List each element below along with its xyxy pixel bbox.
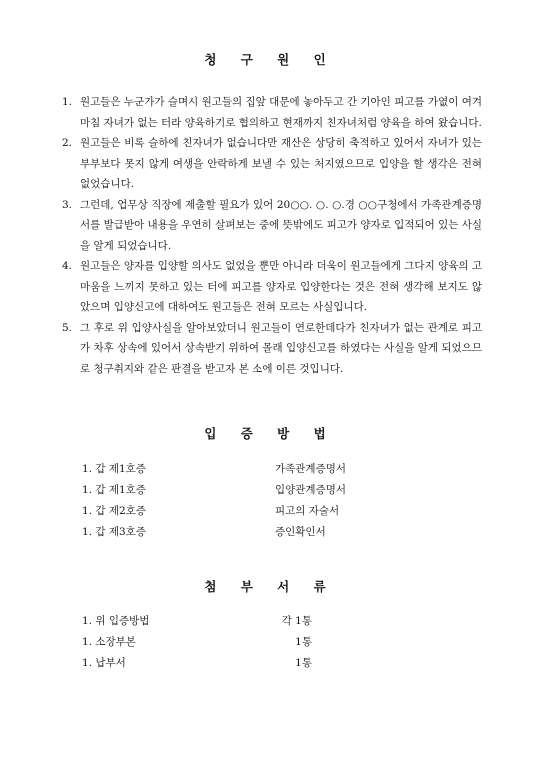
claim-number: 5. [62,321,73,334]
claim-item [62,256,482,318]
attachment-label: 1. 소장부본 [82,636,136,648]
claim-item [62,195,482,257]
claim-number: 3. [62,198,73,211]
attachment-label: 1. 납부서 [82,657,126,669]
attachment-row [82,611,422,632]
attachment-row [82,632,422,653]
claim-text: 원고들은 비록 슬하에 친자녀가 없습니다만 재산은 상당히 축적하고 있어서 자녀가 있는 부부보다 못지 않게 여생을 안락하게 보낼 수 있는 처지였으므로 입양을 할 생각은 전혀 없었습니다. [80,137,482,190]
attachment-row [82,653,422,674]
evidence-label: 1. 갑 제1호증 [82,484,146,496]
attachment-quantity: 1통 [295,636,312,648]
evidence-document: 피고의 자술서 [275,505,340,517]
evidence-label: 1. 갑 제1호증 [82,463,146,475]
claim-text: 그런데, 업무상 직장에 제출할 필요가 있어 20○○. ○. ○.경 ○○구청에서 가족관계증명서를 발급받아 내용을 우연히 살펴보는 중에 뜻밖에도 피고가 양자로 입적되어 있는 사실을 알게 되었습니다. [80,198,482,252]
evidence-row [82,480,422,501]
attachment-quantity: 1통 [295,657,312,669]
claim-number: 1. [62,96,73,108]
claim-item [62,318,482,380]
claim-list [62,92,482,379]
attachment-label: 1. 위 입증방법 [82,615,150,627]
evidence-row [82,522,422,543]
evidence-document: 가족관계증명서 [275,463,347,475]
claim-number: 4. [62,260,73,272]
evidence-document: 증인확인서 [275,526,326,538]
evidence-label: 1. 갑 제3호증 [82,526,146,538]
claim-heading: 청 구 원 인 [204,52,336,67]
evidence-row [82,501,422,522]
claim-text: 그 후로 위 입양사실을 알아보았더니 원고들이 연로한데다가 친자녀가 없는 관계로 피고가 차후 상속에 있어서 상속받기 위하여 몰래 입양신고를 하였다는 사실을 알게 되었으므로 청구취지와 같은 판결을 받고자 본 소에 이른 것입니다. [80,321,482,375]
attachment-quantity: 각 1통 [281,615,312,627]
evidence-document: 입양관계증명서 [275,484,347,496]
claim-number: 2. [62,137,73,149]
claim-text: 원고들은 누군가가 슬며시 원고들의 집앞 대문에 놓아두고 간 기아인 피고를 가엾이 여겨 마침 자녀가 없는 터라 양육하기로 협의하고 현재까지 친자녀처럼 양육을 하여 왔습니다. [80,96,482,129]
evidence-heading: 입 증 방 법 [204,426,336,441]
evidence-list [82,459,422,543]
claim-item [62,133,482,195]
claim-text: 원고들은 양자를 입양할 의사도 없었을 뿐만 아니라 더욱이 원고들에게 그다지 양육의 고마움을 느끼지 못하고 있는 터에 피고를 양자로 입양한다는 것은 전혀 생각해 보지도 않았으며 입양신고에 대하여도 원고들은 전혀 모르는 사실입니다. [80,260,482,313]
claim-item [62,92,482,133]
attachment-heading: 첨 부 서 류 [204,579,336,594]
attachment-list [82,611,422,674]
evidence-row [82,459,422,480]
evidence-label: 1. 갑 제2호증 [82,505,146,517]
